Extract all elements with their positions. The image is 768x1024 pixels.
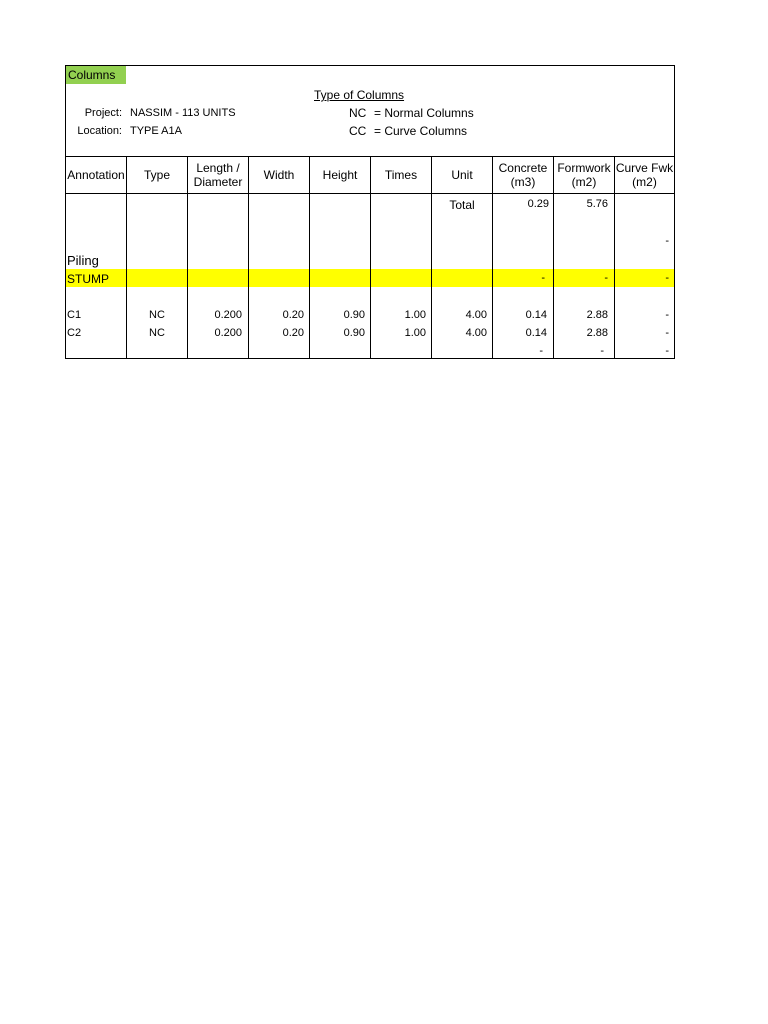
location-label: Location: (77, 125, 122, 137)
header-times: Times (384, 168, 418, 182)
total-curve: - (665, 235, 669, 247)
stump-formwork: - (604, 272, 608, 284)
cell-times: 1.00 (404, 327, 426, 339)
project-label: Project: (84, 107, 122, 119)
stump-label: STUMP (67, 272, 109, 286)
header-formwork: Formwork (m2) (557, 161, 611, 189)
header-height: Height (322, 168, 358, 182)
location-value: TYPE A1A (130, 125, 182, 137)
stump-concrete: - (541, 272, 545, 284)
cell-times: 1.00 (404, 309, 426, 321)
cell-curve: - (665, 309, 669, 321)
header-concrete: Concrete (m3) (498, 161, 548, 189)
cell-formwork: 2.88 (586, 309, 608, 321)
piling-label: Piling (67, 253, 99, 268)
header-curve: Curve Fwk (m2) (615, 161, 674, 189)
legend-desc-cc: = Curve Columns (374, 124, 468, 138)
cell-length: 0.200 (214, 309, 242, 321)
total-concrete: 0.29 (527, 198, 549, 210)
cell-width: 0.20 (282, 309, 304, 321)
header-type: Type (143, 168, 170, 182)
cell-curve: - (665, 327, 669, 339)
total-label: Total (449, 198, 475, 212)
cell-annotation: C1 (67, 309, 82, 321)
cell-concrete: 0.14 (525, 309, 547, 321)
cell-type: NC (149, 309, 165, 321)
project-value: NASSIM - 113 UNITS (130, 107, 236, 119)
trailing-curve: - (665, 345, 669, 357)
legend-code-nc: NC (349, 106, 367, 120)
cell-width: 0.20 (282, 327, 304, 339)
cell-unit: 4.00 (465, 327, 487, 339)
header-width: Width (263, 168, 295, 182)
cell-length: 0.200 (214, 327, 242, 339)
header-annotation: Annotation (67, 168, 125, 182)
trailing-concrete: - (539, 345, 543, 357)
header-length: Length / Diameter (193, 161, 243, 189)
cell-formwork: 2.88 (586, 327, 608, 339)
stump-curve: - (665, 272, 669, 284)
total-formwork: 5.76 (586, 198, 608, 210)
header-unit: Unit (451, 168, 473, 182)
cell-type: NC (149, 327, 165, 339)
cell-height: 0.90 (343, 327, 365, 339)
legend-title: Type of Columns (314, 88, 405, 102)
cell-concrete: 0.14 (525, 327, 547, 339)
cell-unit: 4.00 (465, 309, 487, 321)
columns-sheet (65, 65, 675, 359)
cell-annotation: C2 (67, 327, 82, 339)
legend-code-cc: CC (349, 124, 367, 138)
cell-height: 0.90 (343, 309, 365, 321)
legend-desc-nc: = Normal Columns (374, 106, 474, 120)
trailing-formwork: - (600, 345, 604, 357)
sheet-tag: Columns (66, 66, 126, 84)
